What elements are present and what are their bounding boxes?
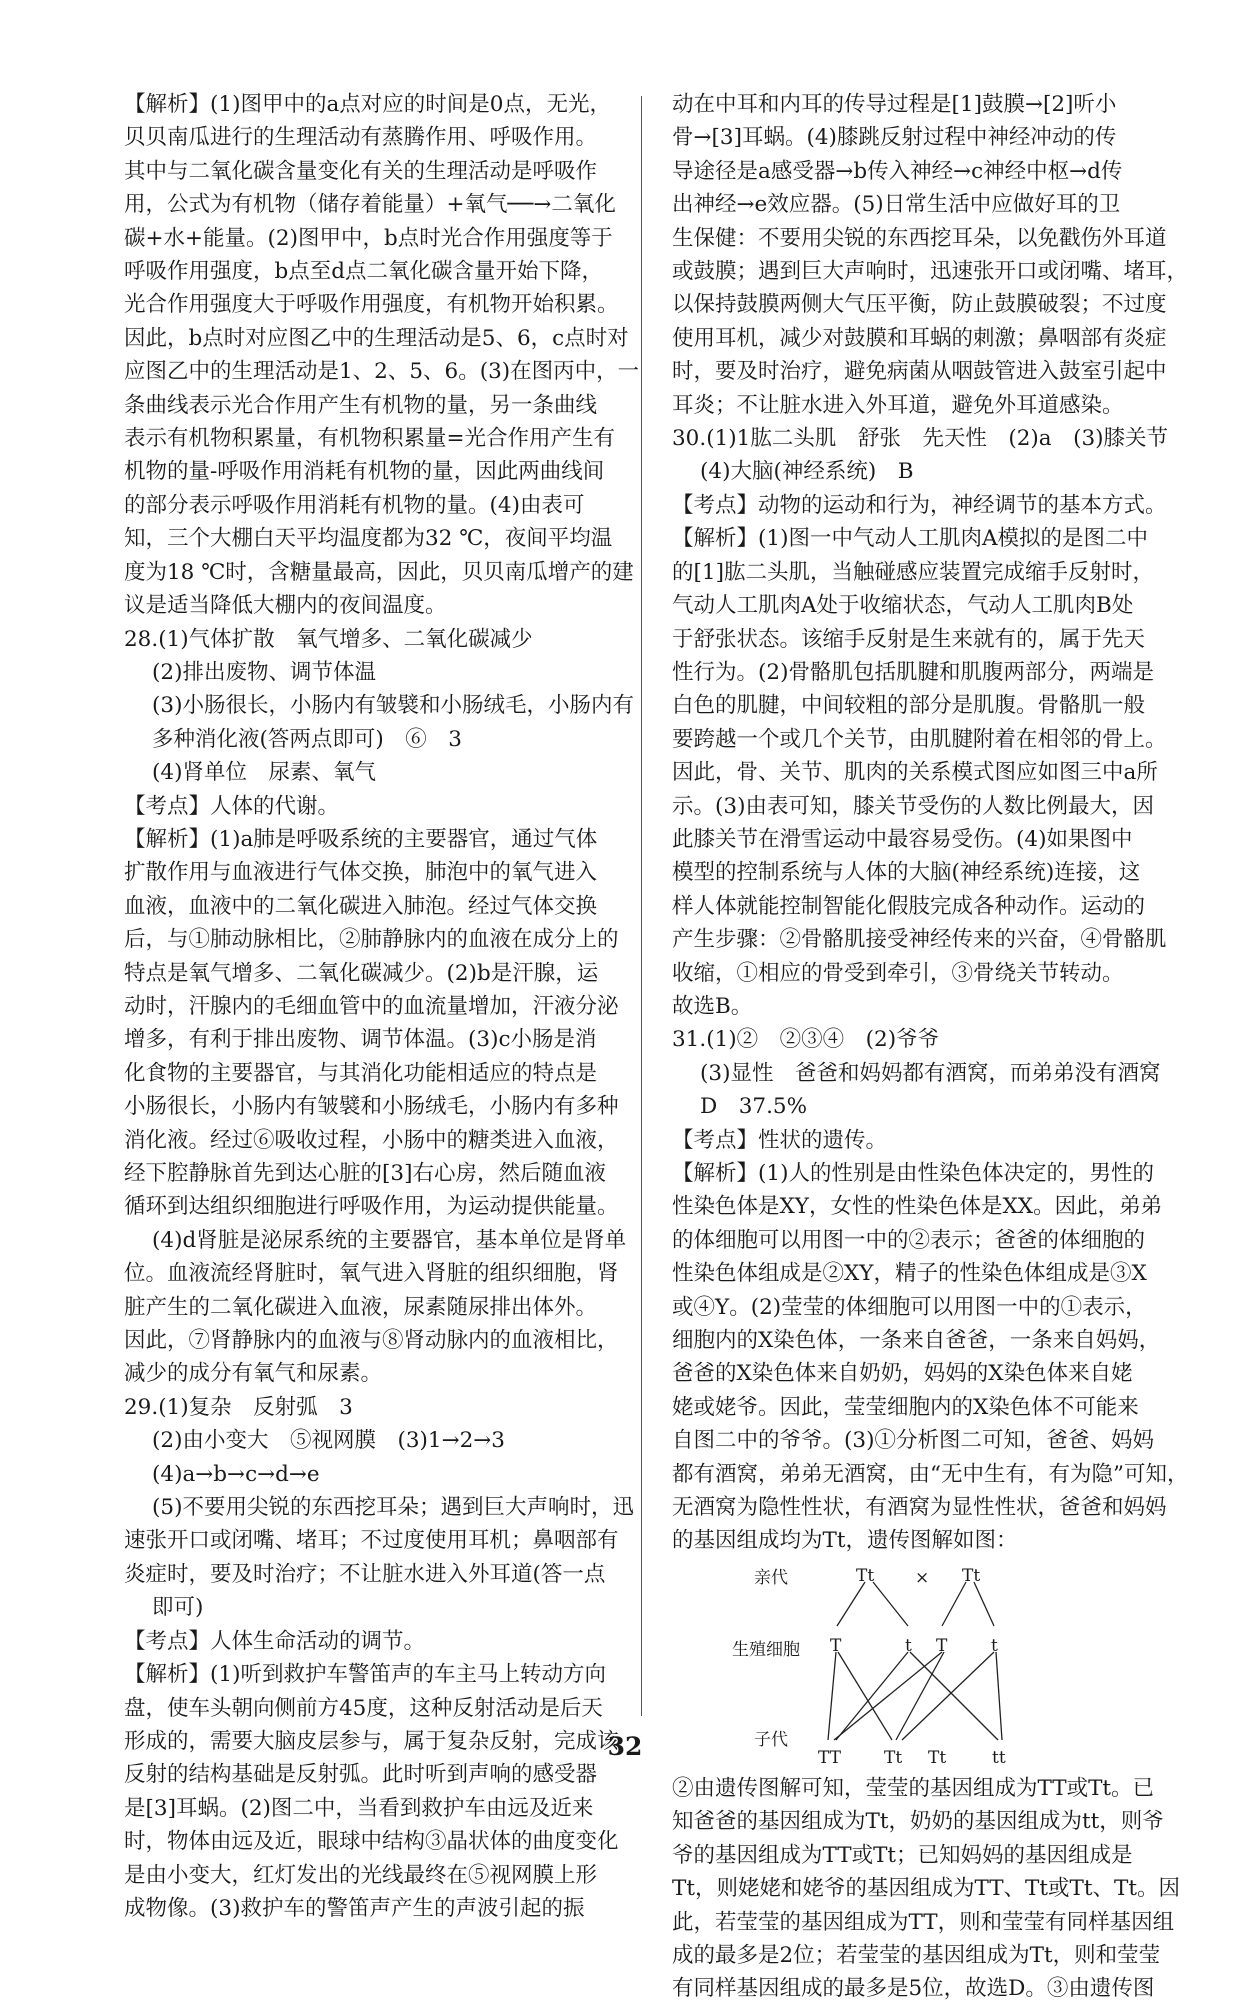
text-line: 其中与二氧化碳含量变化有关的生理活动是呼吸作: [124, 158, 598, 184]
text-line: 【解析】(1)图甲中的a点对应的时间是0点，无光，: [124, 92, 611, 117]
text-line: 或鼓膜；遇到巨大声响时，迅速张开口或闭嘴、堵耳，: [672, 259, 1189, 285]
text-line: 爷的基因组成为TT或Tt；已知妈妈的基因组成是: [672, 1842, 1133, 1868]
text-line: 动在中耳和内耳的传导过程是[1]鼓膜→[2]听小: [672, 92, 1117, 117]
text-line: 减少的成分有氧气和尿素。: [124, 1361, 383, 1387]
text-line: 自图二中的爷爷。(3)①分析图二可知，爸爸、妈妈: [672, 1428, 1154, 1454]
text-line: 位。血液流经肾脏时，氧气进入肾脏的组织细胞，肾: [124, 1261, 619, 1287]
text-line: 以保持鼓膜两侧大气压平衡，防止鼓膜破裂；不过度: [672, 292, 1167, 318]
text-line: 的部分表示呼吸作用消耗有机物的量。(4)由表可: [124, 492, 585, 518]
text-line: 度为18 ℃时，含糖量最高，因此，贝贝南瓜增产的建: [124, 559, 634, 585]
text-line: 【考点】动物的运动和行为，神经调节的基本方式。: [672, 492, 1167, 518]
right-column: [672, 88, 1189, 2006]
text-line: 出神经→e效应器。(5)日常生活中应做好耳的卫: [672, 192, 1121, 218]
text-line: 生保健：不要用尖锐的东西挖耳朵，以免戳伤外耳道: [672, 225, 1167, 251]
parent-genotype: Tt: [962, 1565, 981, 1586]
text-line: 化食物的主要器官，与其消化功能相适应的特点是: [124, 1060, 598, 1086]
text-line: 有同样基因组成的最多是5位，故选D。③由遗传图: [672, 1976, 1155, 2002]
text-line: 脏产生的二氧化碳进入血液，尿素随尿排出体外。: [124, 1294, 598, 1320]
text-line: 速张开口或闭嘴、堵耳；不过度使用耳机；鼻咽部有: [124, 1528, 619, 1554]
gamete: T: [936, 1635, 948, 1656]
label-gametes: 生殖细胞: [732, 1639, 800, 1660]
text-line: 时，要及时治疗，避免病菌从咽鼓管进入鼓室引起中: [672, 359, 1167, 385]
text-line: 因此，b点时对应图乙中的生理活动是5、6，c点时对: [124, 325, 629, 351]
text-line: 性染色体是XY，女性的性染色体是XX。因此，弟弟: [672, 1194, 1163, 1220]
text-line: 经下腔静脉首先到达心脏的[3]右心房，然后随血液: [124, 1161, 606, 1186]
text-line: 白色的肌腱，中间较粗的部分是肌腹。骨骼肌一般: [672, 693, 1146, 719]
text-line: D 37.5%: [700, 1094, 808, 1120]
text-line: 故选B。: [672, 993, 753, 1019]
text-line: 增多，有利于排出废物、调节体温。(3)c小肠是消: [124, 1027, 597, 1053]
label-parents: 亲代: [754, 1567, 788, 1588]
text-line: 时，物体由远及近，眼球中结构③晶状体的曲度变化: [124, 1829, 619, 1855]
text-line: 此，若莹莹的基因组成为TT，则和莹莹有同样基因组: [672, 1909, 1175, 1935]
text-line: (4)d肾脏是泌尿系统的主要器官，基本单位是肾单: [152, 1227, 627, 1253]
parent-genotype: Tt: [856, 1565, 875, 1586]
text-line: 姥或姥爷。因此，莹莹细胞内的X染色体不可能来: [672, 1394, 1139, 1420]
text-line: 性行为。(2)骨骼肌包括肌腱和肌腹两部分，两端是: [672, 659, 1154, 685]
text-line: 应图乙中的生理活动是1、2、5、6。(3)在图丙中，一: [124, 359, 640, 385]
text-line: 炎症时，要及时治疗；不让脏水进入外耳道(答一点: [124, 1561, 606, 1587]
text-line: 碳+水+能量。(2)图甲中，b点时光合作用强度等于: [124, 225, 613, 251]
column-divider: [641, 96, 642, 1716]
text-line: 气动人工肌肉A处于收缩状态，气动人工肌肉B处: [672, 593, 1134, 619]
text-line: 知，三个大棚白天平均温度都为32 ℃，夜间平均温: [124, 526, 613, 552]
text-line: 28.(1)气体扩散 氧气增多、二氧化碳减少: [124, 626, 533, 652]
text-line: 的基因组成均为Tt，遗传图解如图：: [672, 1528, 1018, 1554]
text-line: 【考点】人体生命活动的调节。: [124, 1628, 426, 1654]
text-line: 【解析】(1)听到救护车警笛声的车主马上转动方向: [124, 1662, 606, 1688]
text-line: (4)a→b→c→d→e: [152, 1461, 320, 1487]
text-line: 知爸爸的基因组成为Tt，奶奶的基因组成为tt，则爷: [672, 1809, 1164, 1835]
text-line: 成的最多是2位；若莹莹的基因组成为Tt，则和莹莹: [672, 1942, 1161, 1968]
text-line: (3)小肠很长，小肠内有皱襞和小肠绒毛，小肠内有: [152, 693, 634, 719]
text-line: 多种消化液(答两点即可) ⑥ 3: [152, 726, 462, 752]
text-line: 细胞内的X染色体，一条来自爸爸，一条来自妈妈，: [672, 1328, 1161, 1354]
text-line: (4)大脑(神经系统) B: [700, 459, 914, 485]
text-line: Tt，则姥姥和姥爷的基因组成为TT、Tt或Tt、Tt。因: [672, 1876, 1181, 1902]
text-line: 要跨越一个或几个关节，由肌腱附着在相邻的骨上。: [672, 726, 1167, 752]
text-line: 呼吸作用强度，b点至d点二氧化碳含量开始下降，: [124, 259, 604, 285]
text-line: 小肠很长，小肠内有皱襞和小肠绒毛，小肠内有多种: [124, 1094, 619, 1120]
text-line: 因此，骨、关节、肌肉的关系模式图应如图三中a所: [672, 760, 1158, 786]
gamete: t: [991, 1635, 998, 1656]
text-line: 贝贝南瓜进行的生理活动有蒸腾作用、呼吸作用。: [124, 125, 598, 151]
text-line: 特点是氧气增多、二氧化碳减少。(2)b是汗腺，运: [124, 960, 599, 986]
text-line: 耳炎；不让脏水进入外耳道，避免外耳道感染。: [672, 392, 1124, 418]
cross-symbol: ×: [915, 1567, 930, 1588]
text-line: 【解析】(1)人的性别是由性染色体决定的，男性的: [672, 1161, 1154, 1186]
text-line: 用，公式为有机物（储存着能量）+氧气──→二氧化: [124, 192, 616, 218]
text-line: 表示有机物积累量，有机物积累量=光合作用产生有: [124, 426, 616, 452]
text-line: (2)由小变大 ⑤视网膜 (3)1→2→3: [152, 1428, 505, 1454]
text-line: 【考点】性状的遗传。: [672, 1127, 888, 1153]
text-line: 消化液。经过⑥吸收过程，小肠中的糖类进入血液，: [124, 1127, 619, 1153]
text-line: 都有酒窝，弟弟无酒窝，由“无中生有，有为隐”可知，: [672, 1461, 1189, 1487]
text-line: 是由小变大，红灯发出的光线最终在⑤视网膜上形: [124, 1862, 598, 1888]
text-line: 扩散作用与血液进行气体交换，肺泡中的氧气进入: [124, 860, 598, 886]
text-line: (5)不要用尖锐的东西挖耳朵；遇到巨大声响时，迅: [152, 1495, 634, 1521]
text-line: 于舒张状态。该缩手反射是生来就有的，属于先天: [672, 626, 1146, 652]
text-line: 议是适当降低大棚内的夜间温度。: [124, 593, 447, 619]
text-line: 29.(1)复杂 反射弧 3: [124, 1394, 353, 1420]
text-line: 光合作用强度大于呼吸作用强度，有机物开始积累。: [124, 292, 619, 318]
text-line: 模型的控制系统与人体的大脑(神经系统)连接，这: [672, 860, 1141, 886]
offspring-genotype: Tt: [884, 1747, 903, 1768]
text-line: 反射的结构基础是反射弧。此时听到声响的感受器: [124, 1762, 598, 1788]
text-line: 或④Y。(2)莹莹的体细胞可以用图一中的①表示，: [672, 1294, 1147, 1320]
text-line: 机物的量-呼吸作用消耗有机物的量，因此两曲线间: [124, 459, 605, 485]
text-line: 血液，血液中的二氧化碳进入肺泡。经过气体交换: [124, 893, 598, 919]
text-line: 骨→[3]耳蜗。(4)膝跳反射过程中神经冲动的传: [672, 125, 1117, 151]
gamete: t: [905, 1635, 912, 1656]
text-line: 示。(3)由表可知，膝关节受伤的人数比例最大，因: [672, 793, 1154, 819]
text-line: 此膝关节在滑雪运动中最容易受伤。(4)如果图中: [672, 826, 1133, 852]
text-line: 条曲线表示光合作用产生有机物的量，另一条曲线: [124, 392, 598, 418]
text-line: 【解析】(1)a肺是呼吸系统的主要器官，通过气体: [124, 826, 598, 852]
left-column: [124, 88, 640, 1925]
text-line: 循环到达组织细胞进行呼吸作用，为运动提供能量。: [124, 1194, 619, 1220]
text-line: (3)显性 爸爸和妈妈都有酒窝，而弟弟没有酒窝: [700, 1060, 1161, 1086]
right-column-top-text: [672, 88, 1189, 1558]
text-line: 产生步骤：②骨骼肌接受神经传来的兴奋，④骨骼肌: [672, 927, 1167, 953]
text-line: (2)排出废物、调节体温: [152, 659, 376, 685]
text-line: 性染色体组成是②XY，精子的性染色体组成是③X: [672, 1261, 1147, 1287]
text-line: 动时，汗腺内的毛细血管中的血流量增加，汗液分泌: [124, 993, 619, 1019]
gamete: T: [830, 1635, 842, 1656]
text-line: 是[3]耳蜗。(2)图二中，当看到救护车由远及近来: [124, 1795, 594, 1821]
text-line: 因此，⑦肾静脉内的血液与⑧肾动脉内的血液相比，: [124, 1328, 619, 1354]
text-line: ②由遗传图解可知，莹莹的基因组成为TT或Tt。已: [672, 1775, 1155, 1801]
offspring-genotype: tt: [992, 1747, 1006, 1768]
text-line: 成物像。(3)救护车的警笛声产生的声波引起的振: [124, 1895, 585, 1921]
text-line: 导途径是a感受器→b传入神经→c神经中枢→d传: [672, 158, 1123, 184]
text-line: 即可): [152, 1595, 204, 1621]
text-line: 30.(1)1肱二头肌 舒张 先天性 (2)a (3)膝关节: [672, 426, 1169, 452]
label-offspring: 子代: [754, 1729, 788, 1750]
text-line: 无酒窝为隐性性状，有酒窝为显性性状，爸爸和妈妈: [672, 1495, 1167, 1521]
page-number: 32: [607, 1732, 643, 1761]
text-line: (4)肾单位 尿素、氧气: [152, 760, 376, 786]
text-line: 后，与①肺动脉相比，②肺静脉内的血液在成分上的: [124, 927, 619, 953]
text-line: 【解析】(1)图一中气动人工肌肉A模拟的是图二中: [672, 526, 1148, 552]
right-column-bottom-text: [672, 1772, 1181, 2006]
text-line: 使用耳机，减少对鼓膜和耳蜗的刺激；鼻咽部有炎症: [672, 325, 1167, 351]
text-line: 样人体就能控制智能化假肢完成各种动作。运动的: [672, 893, 1146, 919]
text-line: 形成的，需要大脑皮层参与，属于复杂反射，完成该: [124, 1728, 619, 1754]
text-line: 的[1]肱二头肌，当触碰感应装置完成缩手反射时，: [672, 559, 1154, 585]
offspring-genotype: Tt: [928, 1747, 947, 1768]
text-line: 的体细胞可以用图一中的②表示；爸爸的体细胞的: [672, 1227, 1146, 1253]
text-line: 盘，使车头朝向侧前方45度，这种反射活动是后天: [124, 1695, 603, 1721]
text-line: 【考点】人体的代谢。: [124, 793, 340, 819]
text-line: 31.(1)② ②③④ (2)爷爷: [672, 1027, 940, 1053]
offspring-genotype: TT: [818, 1747, 841, 1768]
text-line: 收缩，①相应的骨受到牵引，③骨绕关节转动。: [672, 960, 1124, 986]
text-line: 爸爸的X染色体来自奶奶，妈妈的X染色体来自姥: [672, 1361, 1133, 1387]
